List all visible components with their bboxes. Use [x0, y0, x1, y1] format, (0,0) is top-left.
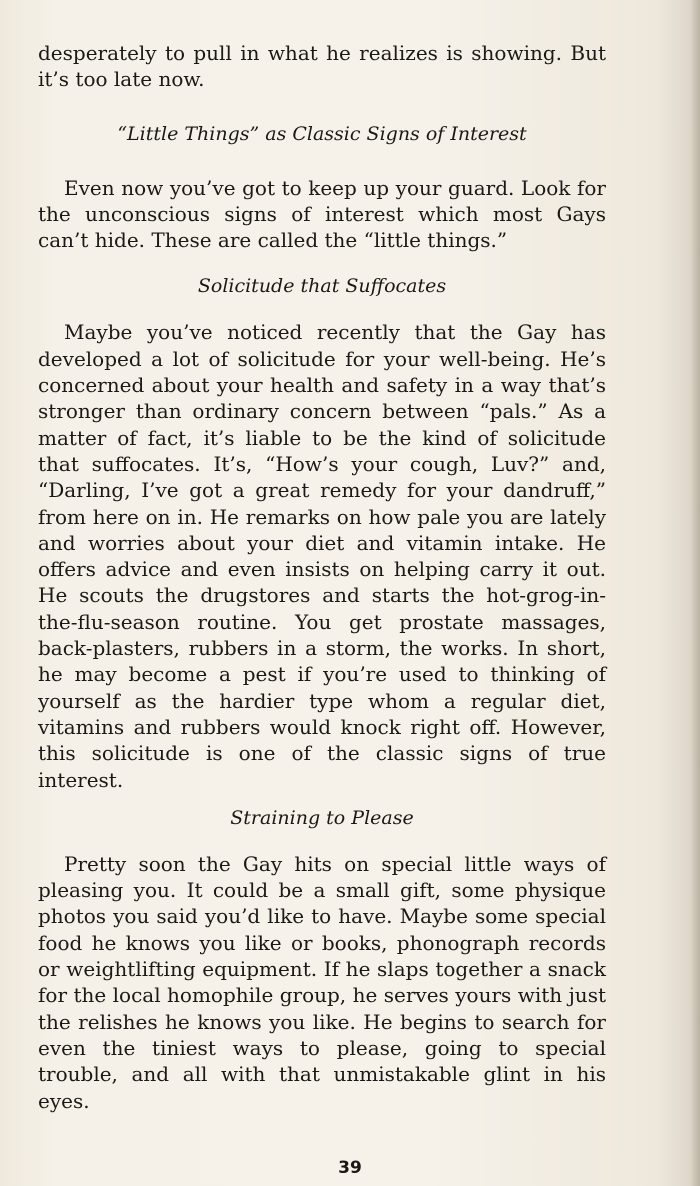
page-number: 39 — [338, 1158, 362, 1178]
paragraph-solicitude: Maybe you’ve noticed recently that the Gay has developed a lot of solicitude for your well-being. He’s concerned about your health and safety in a way that’s stronger than ordinary concern between “pals.” As a matter of fact, it’s liable to be the kind of solicitude that suffocates. It’s, “How’s your cough, Luv?” and, “Darling, I’ve got a great remedy for your dandruff,” from here on in. He remarks on how pale you are lately and worries about your diet and vitamin intake. He offers advice and even insists on helping carry it out. He scouts the drugstores and starts the hot-grog-in-the-flu-season routine. You get prostate massages, back-plasters, rubbers in a storm, the works. In short, he may become a pest if you’re used to thinking of yourself as the hardier type whom a regular diet, vitamins and rubbers would knock right off. However, this solicitude is one of the classic signs of true interest. — [38, 320, 606, 792]
section-heading-straining: Straining to Please — [230, 806, 414, 829]
page-body — [38, 40, 606, 1114]
page-edge-shadow — [690, 0, 700, 1186]
paragraph-little-things: Even now you’ve got to keep up your guard. Look for the unconscious signs of interest which most Gays can’t hide. These are called the “little things.” — [38, 175, 606, 253]
section-heading-solicitude: Solicitude that Suffocates — [197, 275, 447, 298]
section-heading-little-things: “Little Things” as Classic Signs of Interest — [117, 122, 527, 145]
intro-paragraph: desperately to pull in what he realizes is showing. But it’s too late now. — [38, 41, 606, 92]
paragraph-straining: Pretty soon the Gay hits on special little ways of pleasing you. It could be a small gift, some physique photos you said you’d like to have. Maybe some special food he knows you like or books, phonograph records or weightlifting equipment. If he slaps together a snack for the local homophile group, he serves yours with just the relishes he knows you like. He begins to search for even the tiniest ways to please, going to special trouble, and all with that unmistakable glint in his eyes. — [38, 851, 606, 1113]
